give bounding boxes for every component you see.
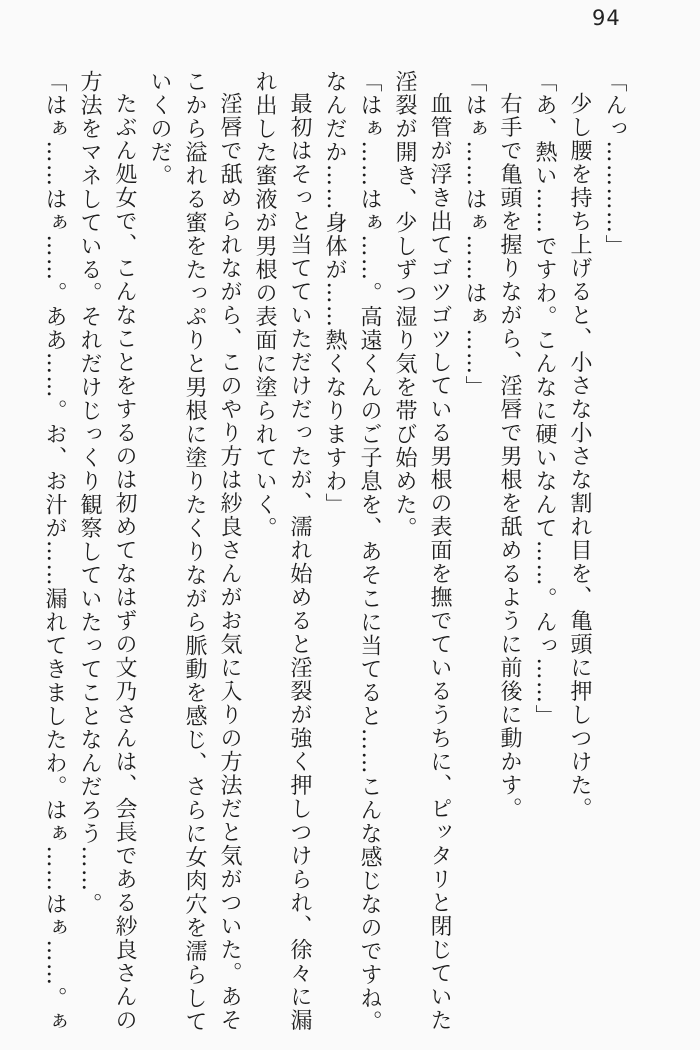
paragraph-dialogue: 「はぁ……はぁ……。ああ……。お、お汁が……漏れてきましたわ。はぁ……はぁ……。ぁ xyxy=(42,70,67,1034)
paragraph-dialogue: 「はぁ……はぁ……。高遠くんのご子息を、あそこに当てると……こんな感じなのですね。なんだか……身体が……熱くなりますわ」 xyxy=(322,70,382,1034)
paragraph-dialogue: 「あ、熱い……ですわ。こんなに硬いなんて……。んっ……」 xyxy=(532,70,557,728)
paragraph-narration: 淫唇で舐められながら、このやり方は紗良さんがお気に入りの方法だと気がついた。あそこから溢れる蜜をたっぷりと男根に塗りたくりながら脈動を感じ、さらに女肉穴を濡らしていくのだ。 xyxy=(147,70,242,1034)
paragraph-narration: たぶん処女で、こんなことをするのは初めてなはずの文乃さんは、会長である紗良さんの方法をマネしている。それだけじっくり観察していたってことなんだろう……。 xyxy=(77,70,137,1032)
paragraph-narration: 血管が浮き出てゴツゴツしている男根の表面を撫でているうちに、ピッタリと閉じていた淫裂が開き、少しずつ湿り気を帯び始めた。 xyxy=(392,70,452,1032)
page-number: 94 xyxy=(592,6,621,30)
paragraph-dialogue: 「はぁ……はぁ……はぁ……」 xyxy=(462,70,487,399)
paragraph-narration: 右手で亀頭を握りながら、淫唇で男根を舐めるように前後に動かす。 xyxy=(497,92,522,821)
page-text xyxy=(32,70,632,1042)
paragraph-narration: 少し腰を持ち上げると、小さな小さな割れ目を、亀頭に押しつけた。 xyxy=(567,92,592,821)
paragraph-dialogue: 「んっ…………」 xyxy=(602,70,627,258)
paragraph-narration: 最初はそっと当てていただけだったが、濡れ始めると淫裂が強く押しつけられ、徐々に漏れ出した蜜液が男根の表面に塗られていく。 xyxy=(252,70,312,1032)
